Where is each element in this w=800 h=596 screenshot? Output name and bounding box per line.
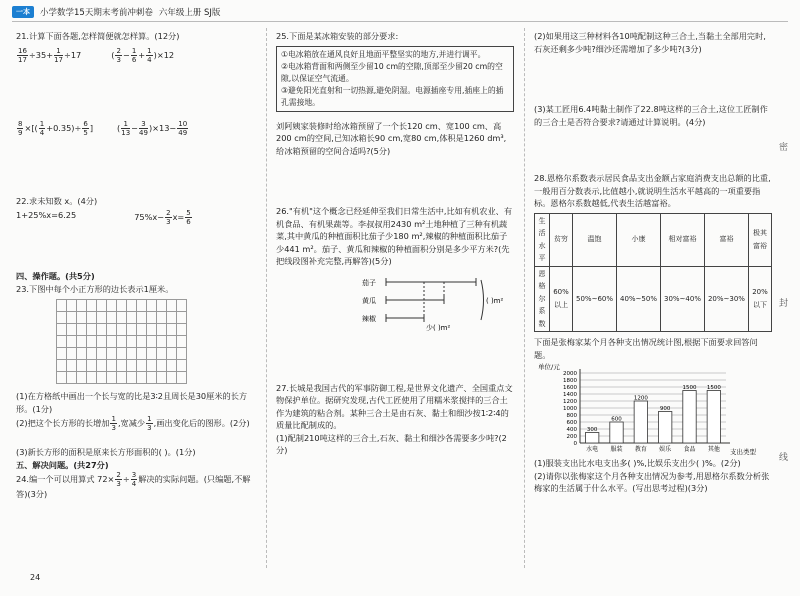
q27-text: 27.长城是我国古代的军事防御工程,是世界文化遗产、全国重点文物保护单位。据研究发现,古代工匠使用了用糯米浆搅拌的三合土作为建筑的粘合剂。某种三合土是由石灰、黏土和细沙按1∶2∶4的质量比配制成的。: [276, 382, 513, 430]
q23-part3: (3)新长方形的面积是原来长方形面积的( )。(1分): [16, 447, 196, 457]
section-4-title: 四、操作题。(共5分): [16, 271, 95, 281]
page-number: 24: [30, 573, 41, 582]
table-cell: 恩格尔系数: [535, 266, 550, 332]
brand-badge: 一本: [12, 6, 34, 18]
table-cell: 相对富裕: [660, 213, 704, 266]
table-row: [535, 266, 772, 332]
q27-part2: (2)如果用这三种材料各10吨配制这种三合土,当黏土全部用完时,石灰还剩多少吨?细沙还需增加了多少吨?(3分): [534, 31, 766, 54]
x-tick-label: 其他: [707, 446, 720, 453]
q22-eq-b: 75%x− $\frac{2}{3}$ x= $\frac{5}{6}$: [134, 209, 191, 226]
bar-其他: [707, 391, 720, 444]
chart-ylabel: 单位/元: [538, 363, 560, 371]
x-tick-label: 食品: [683, 446, 696, 453]
y-tick-label: 0: [573, 441, 577, 447]
q27-part1: (1)配制210吨这样的三合土,石灰、黏土和细沙各需要多少吨?(2分): [276, 432, 507, 455]
table-row: [535, 213, 772, 266]
seal-mark-feng: 封: [778, 299, 788, 309]
q21-row1: [16, 47, 256, 64]
q21-expr-d: ( $\frac{1}{13}$ − $\frac{3}{49}$ )×13− $\frac{10}{49}$: [117, 119, 188, 137]
q22-row: [16, 209, 256, 226]
x-tick-label: 教育: [634, 446, 647, 453]
table-cell: 生活水平: [535, 213, 550, 266]
label-cucumber: 黄瓜: [362, 296, 376, 305]
left-column: [16, 30, 256, 501]
q21-expr-b: ( $\frac{2}{3}$ − $\frac{1}{6}$ + $\frac{1}{4}$ )×12: [111, 46, 175, 64]
q22-eq-a: 1+25%x=6.25: [16, 210, 77, 220]
label-total: ( )m²: [486, 296, 504, 305]
q24: 24.编一个可以用算式 72× $\frac{2}{3}$ ÷ $\frac{3}{4}$ 解决的实际问题。(只编题,不解答)(3分): [16, 471, 251, 499]
q28-part2: (2)请你以张梅家这个月各种支出情况为参考,用恩格尔系数分析张梅家的生活属于什么水平。(写出思考过程)(3分): [534, 470, 770, 493]
column-divider-1: [266, 28, 267, 568]
q26-text: 26."有机"这个概念已经延伸至我们日常生活中,比如有机农业、有机食品、有机果蔬等。李叔叔用2430 m²土地种植了三种有机蔬菜,其中黄瓜的种植面积比茄子少180 m²,辣椒的种植面积比茄子少441 m²。茄子、黄瓜和辣椒的种植面积分别是多少平方米?(先把线段图补充完整,再解答)(5分): [276, 206, 513, 266]
table-cell: 40%~50%: [617, 266, 661, 332]
table-cell: 30%~40%: [660, 266, 704, 332]
requirement-1: ①电冰箱放在通风良好且地面平整坚实的地方,并进行调平。: [281, 49, 486, 59]
label-eggplant: 茄子: [362, 278, 376, 287]
middle-column: [276, 30, 514, 457]
x-tick-label: 水电: [586, 446, 599, 453]
bar-value-label: 300: [586, 427, 598, 433]
bar-食品: [683, 391, 696, 444]
q21-expr-a: $\frac{16}{17}$ ÷35+ $\frac{1}{17}$ ÷17: [18, 46, 82, 64]
y-tick-label: 800: [566, 413, 577, 419]
label-less: 少( )m²: [426, 323, 451, 332]
bar-value-label: 1200: [633, 395, 648, 402]
q21-row2: [16, 120, 256, 137]
table-cell: 温饱: [573, 213, 617, 266]
y-tick-label: 1200: [563, 399, 577, 405]
chart-xlabel: 支出类型: [730, 448, 756, 456]
table-cell: 小康: [617, 213, 661, 266]
q23-part1: (1)在方格纸中画出一个长与宽的比是3∶2且周长是30厘米的长方形。(1分): [16, 391, 248, 414]
header: [12, 5, 220, 19]
y-tick-label: 1000: [563, 406, 577, 412]
table-cell: 极其富裕: [748, 213, 771, 266]
engel-table: [534, 213, 772, 333]
seal-mark-mi: 密: [778, 143, 788, 153]
q22-title: 22.求未知数 x。(4分): [16, 195, 98, 206]
segment-diagram: [276, 270, 514, 334]
q27-part3: (3)某工匠用6.4吨黏土制作了22.8吨这样的三合土,这位工匠制作的三合土是否符合要求?请通过计算说明。(4分): [534, 104, 768, 127]
q23-title: 23.下图中每个小正方形的边长表示1厘米。: [16, 283, 174, 294]
bar-水电: [585, 433, 598, 444]
y-tick-label: 600: [566, 420, 577, 426]
right-column: [534, 30, 772, 495]
q25-text: 刘阿姨家装修时给冰箱预留了一个长120 cm、宽100 cm、高200 cm的空间,已知冰箱长90 cm,宽80 cm,体积是1260 dm³,给冰箱预留的空间合适吗?(5分): [276, 120, 507, 156]
y-tick-label: 1600: [563, 385, 577, 391]
bar-娱乐: [658, 412, 671, 444]
table-cell: 贫穷: [549, 213, 572, 266]
q25-title: 25.下面是某冰箱安装的部分要求:: [276, 31, 399, 41]
label-pepper: 辣椒: [362, 314, 376, 323]
seal-mark-xian: 线: [778, 453, 788, 463]
y-tick-label: 1800: [563, 378, 577, 384]
y-tick-label: 1400: [563, 392, 577, 398]
requirement-3: ③避免阳光直射和一切热源,避免阴湿。电源插座专用,插座上的插孔需接地。: [281, 85, 504, 107]
table-cell: 50%~60%: [573, 266, 617, 332]
y-tick-label: 2000: [563, 371, 577, 377]
x-tick-label: 服装: [610, 446, 623, 453]
q21-title: 21.计算下面各题,怎样简便就怎样算。(12分): [16, 31, 180, 41]
bar-value-label: 600: [611, 416, 622, 423]
table-cell: 20%~30%: [704, 266, 748, 332]
bar-value-label: 1500: [706, 385, 721, 391]
table-cell: 20%以下: [748, 266, 771, 332]
y-tick-label: 200: [566, 434, 577, 440]
section-5-title: 五、解决问题。(共27分): [16, 459, 109, 470]
bar-value-label: 900: [659, 406, 671, 412]
header-rule: [12, 21, 788, 22]
requirement-2: ②电冰箱背面和两侧至少留10 cm的空隙,顶部至少留20 cm的空隙,以保证空气流通。: [281, 61, 503, 83]
x-tick-label: 娱乐: [659, 446, 672, 453]
table-cell: 富裕: [704, 213, 748, 266]
table-cell: 60%以上: [549, 266, 572, 332]
q21-expr-c: $\frac{8}{9}$ ×[( $\frac{1}{4}$ +0.35)÷ $\frac{6}{5}$ ]: [18, 119, 94, 137]
q28-part1: (1)服装支出比水电支出多( )%,比娱乐支出少( )%。(2分): [534, 458, 741, 468]
q23-part2: (2)把这个长方形的长增加 $\frac{1}{3}$ ,宽减少 $\frac{1}{3}$ ,画出变化后的图形。(2分): [16, 415, 250, 432]
bar-服装: [610, 422, 623, 443]
grid-paper[interactable]: [56, 299, 187, 384]
expense-bar-chart: [534, 361, 772, 457]
install-requirements-box: [276, 46, 514, 112]
bar-教育: [634, 401, 647, 443]
book-title: 小学数学15天期末考前冲刺卷: [40, 8, 153, 18]
q28-text: 28.恩格尔系数表示居民食品支出金额占家庭消费支出总额的比重,一般用百分数表示,比值越小,就说明生活水平越高的一项重要指标。恩格尔系数越低,代表生活越富裕。: [534, 173, 771, 208]
grade-label: 六年级上册 SJ版: [158, 8, 221, 18]
q28-chart-intro: 下面是张梅家某个月各种支出情况统计图,根据下面要求回答问题。: [534, 337, 758, 360]
y-tick-label: 400: [566, 427, 577, 433]
bar-value-label: 1500: [682, 385, 697, 391]
column-divider-2: [524, 28, 525, 568]
